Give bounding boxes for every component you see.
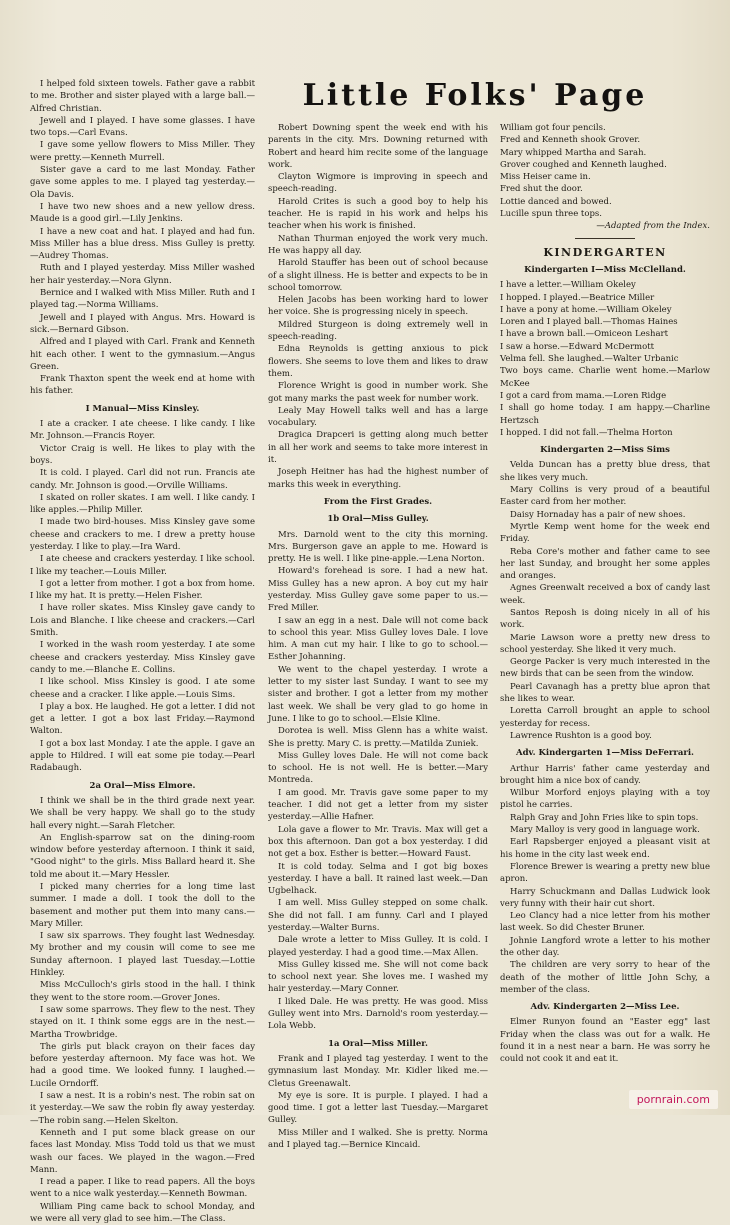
paragraph: Dragica Drapceri is getting along much better in all her work and seems to take more interest in it. <box>268 430 488 466</box>
section-heading-adv-kindergarten-1: Adv. Kindergarten 1—Miss DeFerrari. <box>515 748 695 759</box>
paragraph: Dorotea is well. Miss Glenn has a white waist. She is pretty. Mary C. is pretty.—Matilda Zuniek. <box>268 726 488 749</box>
section-heading-2a-oral: 2a Oral—Miss Elmore. <box>89 780 196 791</box>
section-heading-first-grades: From the First Grades. <box>323 496 433 507</box>
paragraph: Lawrence Rushton is a good boy. <box>510 730 652 741</box>
paragraph: An English-sparrow sat on the dining-room window before yesterday afternoon. I think it said, "Good night" to the girls. Miss Ballard heard it. She told me about it.—Mary Hessler. <box>30 832 255 880</box>
page-headline: Little Folks' Page <box>302 78 648 113</box>
paragraph: I got a box last Monday. I ate the apple. I gave an apple to Hildred. I will eat some pie today.—Pearl Radabaugh. <box>30 738 255 774</box>
column-left-manual-paragraphs <box>30 418 255 775</box>
paragraph: I saw some sparrows. They flew to the nest. They stayed on it. I think some eggs are in the nest.—Martha Trowbridge. <box>30 1004 255 1040</box>
section-heading-adv-kindergarten-2: Adv. Kindergarten 2—Miss Lee. <box>530 1002 680 1013</box>
paragraph: I saw a horse.—Edward McDermott <box>500 341 655 352</box>
paragraph: William got four pencils. <box>500 123 606 133</box>
paragraph: William Ping came back to school Monday, and we were all very glad to see him.—The Class. <box>30 1201 255 1225</box>
paragraph: Ruth and I played yesterday. Miss Miller washed her hair yesterday.—Nora Glynn. <box>30 263 255 286</box>
column-left-paragraphs <box>30 78 255 398</box>
paragraph: I picked many cherries for a long time last summer. I made a doll. I took the doll to the basement and mother put them into many cans.—Mary Miller. <box>30 882 255 929</box>
paragraph: Ralph Gray and John Fries like to spin tops. <box>510 812 699 823</box>
paragraph: I saw a nest. It is a robin's nest. The robin sat on it yesterday.—We saw the robin fly away yesterday.—The robin sang.—Helen Skelton. <box>30 1091 255 1126</box>
paragraph: I play a box. He laughed. He got a letter. I did not get a letter. I got a box last Friday.—Raymond Walton. <box>30 701 255 737</box>
paragraph: Harold Crites is such a good boy to help his teacher. He is rapid in his work and helps his teacher when his work is finished. <box>268 196 488 232</box>
paragraph: Mary whipped Martha and Sarah. <box>500 147 647 158</box>
column-middle-1b-paragraphs <box>268 529 488 1033</box>
paragraph: Miss Heiser came in. <box>500 172 591 183</box>
paragraph: Reba Core's mother and father came to see her last Sunday, and brought her some apples and oranges. <box>500 546 710 582</box>
paragraph: I ate cheese and crackers yesterday. I like school. I like my teacher.—Louis Miller. <box>30 554 255 577</box>
paragraph: Miss McCulloch's girls stood in the hall. I think they went to the store room.—Grover Jones. <box>30 980 255 1003</box>
paragraph: Fred and Kenneth shook Grover. <box>500 135 641 146</box>
paragraph: I saw six sparrows. They fought last Wednesday. My brother and my cousin will come to see me Sunday afternoon. I played last Tuesday.—Lottie Hinkley. <box>30 931 255 979</box>
paragraph: Mary Collins is very proud of a beautiful Easter card from her mother. <box>500 485 710 508</box>
paragraph: Mildred Sturgeon is doing extremely well in speech-reading. <box>268 319 488 343</box>
column-right-sentences <box>500 122 710 220</box>
paragraph: Leo Clancy had a nice letter from his mother last week. So did Chester Bruner. <box>500 911 710 934</box>
paragraph: I have a new coat and hat. I played and had fun. Miss Miller has a blue dress. Miss Gulley is pretty.—Audrey Thomas. <box>30 226 255 262</box>
column-middle <box>268 122 488 1151</box>
paragraph: Jewell and I played. I have some glasses. I have two tops.—Carl Evans. <box>30 115 255 139</box>
paragraph: Two boys came. Charlie went home.—Marlow McKee <box>500 366 710 389</box>
column-right-k1-sentences <box>500 279 710 439</box>
paragraph: Velda Duncan has a pretty blue dress, that she likes very much. <box>500 460 710 483</box>
section-heading-manual: I Manual—Miss Kinsley. <box>85 403 200 414</box>
column-middle-1a-paragraphs <box>268 1053 488 1151</box>
watermark: pornrain.com <box>629 1090 718 1109</box>
paragraph: I have a letter.—William Okeley <box>500 280 636 291</box>
paragraph: Jewell and I played with Angus. Mrs. Howard is sick.—Bernard Gibson. <box>30 312 255 335</box>
paragraph: I got a letter from mother. I got a box from home. I like my hat. It is pretty.—Helen Fisher. <box>30 578 255 602</box>
paragraph: I have roller skates. Miss Kinsley gave candy to Lois and Blanche. I like cheese and crackers.—Carl Smith. <box>30 603 255 639</box>
paragraph: Miss Miller and I walked. She is pretty. Norma and I played tag.—Bernice Kincaid. <box>268 1127 488 1151</box>
paragraph: Santos Reposh is doing nicely in all of his work. <box>500 607 710 631</box>
paragraph: I have a brown ball.—Omiceon Leshart <box>500 329 669 340</box>
paragraph: It is cold. I played. Carl did not run. Francis ate candy. Mr. Johnson is good.—Orville Williams. <box>30 468 255 491</box>
paragraph: Florence Brewer is wearing a pretty new blue apron. <box>500 861 710 885</box>
paragraph: Joseph Heitner has had the highest number of marks this week in everything. <box>268 467 488 490</box>
section-heading-kindergarten-2: Kindergarten 2—Miss Sims <box>540 445 670 456</box>
paragraph: I worked in the wash room yesterday. I ate some cheese and crackers yesterday. Miss Kinsley gave candy to me.—Blanche E. Collins. <box>30 640 255 675</box>
paragraph: Lealy May Howell talks well and has a large vocabulary. <box>268 405 488 429</box>
paragraph: I made two bird-houses. Miss Kinsley gave some cheese and crackers to me. I drew a pretty house yesterday. I like to play.—Ira Ward. <box>30 517 255 552</box>
paragraph: Daisy Hornaday has a pair of new shoes. <box>510 509 686 520</box>
paragraph: Mary Malloy is very good in language work. <box>510 825 700 836</box>
paragraph: It is cold today. Selma and I got big boxes yesterday. I have a ball. It rained last week.—Dan Ugbelhack. <box>268 861 488 897</box>
paragraph: Johnie Langford wrote a letter to his mother the other day. <box>500 935 710 958</box>
column-right-adv1-paragraphs <box>500 763 710 997</box>
paragraph: My eye is sore. It is purple. I played. I had a good time. I got a letter last Tuesday.—Margaret Gulley. <box>268 1090 488 1126</box>
paragraph: Nathan Thurman enjoyed the work very much. He was happy all day. <box>268 233 488 256</box>
paragraph: Mrs. Darnold went to the city this morning. Mrs. Burgerson gave an apple to me. Howard is pretty. He is well. I like pine-apple.—Lena Norton. <box>268 529 488 565</box>
column-left-2a-paragraphs <box>30 795 255 1225</box>
paragraph: Grover coughed and Kenneth laughed. <box>500 159 667 170</box>
section-heading-kindergarten: KINDERGARTEN <box>543 245 667 259</box>
paragraph: Clayton Wigmore is improving in speech and speech-reading. <box>268 172 488 195</box>
paragraph: I ate a cracker. I ate cheese. I like candy. I like Mr. Johnson.—Francis Royer. <box>30 419 255 442</box>
paragraph: I liked Dale. He was pretty. He was good. Miss Gulley went into Mrs. Darnold's room yesterday.—Lola Webb. <box>268 996 488 1032</box>
paragraph: Alfred and I played with Carl. Frank and Kenneth hit each other. I went to the gymnasium.—Angus Green. <box>30 337 255 372</box>
paragraph: Dale wrote a letter to Miss Gulley. It is cold. I played yesterday. I had a good time.—Max Allen. <box>268 935 488 958</box>
paragraph: Agnes Greenwalt received a box of candy last week. <box>500 583 710 606</box>
paragraph: Robert Downing spent the week end with his parents in the city. Mrs. Downing returned with Robert and heard him recite some of the language work. <box>268 123 488 170</box>
paragraph: Loretta Carroll brought an apple to school yesterday for recess. <box>500 706 710 729</box>
paragraph: Marie Lawson wore a pretty new dress to school yesterday. She liked it very much. <box>500 632 710 655</box>
column-right <box>500 122 710 1072</box>
paragraph: Loren and I played ball.—Thomas Haines <box>500 317 678 328</box>
paragraph: Bernice and I walked with Miss Miller. Ruth and I played tag.—Norma Williams. <box>30 288 255 311</box>
section-heading-1a-oral: 1a Oral—Miss Miller. <box>328 1038 428 1049</box>
paragraph: Sister gave a card to me last Monday. Father gave some apples to me. I played tag yesterday.—Ola Davis. <box>30 165 255 200</box>
paragraph: Edna Reynolds is getting anxious to pick flowers. She seems to love them and likes to draw them. <box>268 344 488 379</box>
paragraph: I read a paper. I like to read papers. All the boys went to a nice walk yesterday.—Kenneth Bowman. <box>30 1177 255 1200</box>
paragraph: I gave some yellow flowers to Miss Miller. They were pretty.—Kenneth Murrell. <box>30 140 255 163</box>
paragraph: Velma fell. She laughed.—Walter Urbanic <box>500 354 679 365</box>
column-middle-paragraphs <box>268 122 488 491</box>
paragraph: Myrtle Kemp went home for the week end Friday. <box>500 521 710 545</box>
paragraph: I helped fold sixteen towels. Father gave a rabbit to me. Brother and sister played with a large ball.—Alfred Christian. <box>30 79 255 114</box>
paragraph: Miss Gulley kissed me. She will not come back to school next year. She loves me. I washed my hair yesterday.—Mary Conner. <box>268 959 488 995</box>
paragraph: Earl Rapsberger enjoyed a pleasant visit at his home in the city last week end. <box>500 837 710 860</box>
paragraph: Elmer Runyon found an "Easter egg" last Friday when the class was out for a walk. He found it in a nest near a barn. He was sorry he could not cook it and eat it. <box>500 1017 710 1065</box>
paragraph: I got a card from mama.—Loren Ridge <box>500 390 667 401</box>
paragraph: Harry Schuckmann and Dallas Ludwick look very funny with their hair cut short. <box>500 886 710 909</box>
paragraph: Harold Stauffer has been out of school because of a slight illness. He is better and expects to be in school tomorrow. <box>268 258 488 293</box>
paragraph: Lottie danced and bowed. <box>500 196 612 207</box>
paragraph: Frank Thaxton spent the week end at home with his father. <box>30 374 255 397</box>
paragraph: Pearl Cavanagh has a pretty blue apron that she likes to wear. <box>500 681 710 705</box>
paragraph: I saw an egg in a nest. Dale will not come back to school this year. Miss Gulley loves Dale. I love him. A man cut my hair. I like to go to school.—Esther Johanning. <box>268 615 488 663</box>
paragraph: Howard's forehead is sore. I had a new hat. Miss Gulley has a new apron. A boy cut my hair yesterday. Miss Gulley gave some paper to us.—Fred Miller. <box>268 566 488 614</box>
divider <box>575 238 635 239</box>
column-right-adv2-paragraphs <box>500 1016 710 1065</box>
column-right-k2-paragraphs <box>500 459 710 742</box>
paragraph: I am good. Mr. Travis gave some paper to my teacher. I did not get a letter from my sister yesterday.—Allie Hafner. <box>268 787 488 823</box>
paragraph: I think we shall be in the third grade next year. We shall be very happy. We shall go to the study hall every night.—Sarah Fletcher. <box>30 795 255 831</box>
paragraph: Victor Craig is well. He likes to play with the boys. <box>30 443 255 466</box>
paragraph: The children are very sorry to hear of the death of the mother of little John Schy, a member of the class. <box>500 960 710 995</box>
paragraph: I have two new shoes and a new yellow dress. Maude is a good girl.—Lily Jenkins. <box>30 201 255 225</box>
paragraph: I hopped. I did not fall.—Thelma Horton <box>500 427 673 438</box>
paragraph: Fred shut the door. <box>500 184 583 195</box>
section-heading-kindergarten-1: Kindergarten I—Miss McClelland. <box>524 264 686 275</box>
paragraph: Miss Gulley loves Dale. He will not come back to school. He is not well. He is better.—Mary Montreda. <box>268 750 488 786</box>
paragraph: Arthur Harris' father came yesterday and brought him a nice box of candy. <box>500 763 710 786</box>
column-left <box>30 78 255 1225</box>
paragraph: I shall go home today. I am happy.—Charline Hertzsch <box>500 403 710 426</box>
paragraph: Lola gave a flower to Mr. Travis. Max will get a box this afternoon. Dan got a box yesterday. I did not get a box. Esther is better.—Howard Faust. <box>268 824 488 860</box>
paragraph: Helen Jacobs has been working hard to lower her voice. She is progressing nicely in speech. <box>268 295 488 318</box>
section-heading-1b-oral: 1b Oral—Miss Gulley. <box>327 514 429 525</box>
source-credit: —Adapted from the Index. <box>596 221 710 232</box>
paragraph: I hopped. I played.—Beatrice Miller <box>500 292 655 303</box>
paragraph: George Packer is very much interested in the new birds that can be seen from the window. <box>500 657 710 680</box>
paragraph: I have a pony at home.—William Okeley <box>500 304 672 315</box>
paragraph: The girls put black crayon on their faces day before yesterday afternoon. My face was hot. We had a good time. We looked funny. I laughed.—Lucile Orndorff. <box>30 1041 255 1089</box>
paragraph: I like school. Miss Kinsley is good. I ate some cheese and a cracker. I like apple.—Louis Sims. <box>30 677 255 700</box>
paragraph: Lucille spun three tops. <box>500 209 602 220</box>
paragraph: Wilbur Morford enjoys playing with a toy pistol he carries. <box>500 788 710 811</box>
paragraph: I skated on roller skates. I am well. I like candy. I like apples.—Philip Miller. <box>30 492 255 516</box>
paragraph: Florence Wright is good in number work. She got many marks the past week for number work. <box>268 381 488 404</box>
paragraph: We went to the chapel yesterday. I wrote a letter to my sister last Sunday. I want to see my sister and brother. I got a letter from my mother last week. We shall be very glad to go home in June. I like to go to school.—Elsie Kline. <box>268 664 488 724</box>
paragraph: Frank and I played tag yesterday. I went to the gymnasium last Monday. Mr. Kidler liked me.—Cletus Greenawalt. <box>268 1053 488 1089</box>
paragraph: Kenneth and I put some black grease on our faces last Monday. Miss Todd told us that we must wash our faces. We played in the wagon.—Fred Mann. <box>30 1127 255 1175</box>
paragraph: I am well. Miss Gulley stepped on some chalk. She did not fall. I am funny. Carl and I played yesterday.—Walter Burns. <box>268 898 488 933</box>
